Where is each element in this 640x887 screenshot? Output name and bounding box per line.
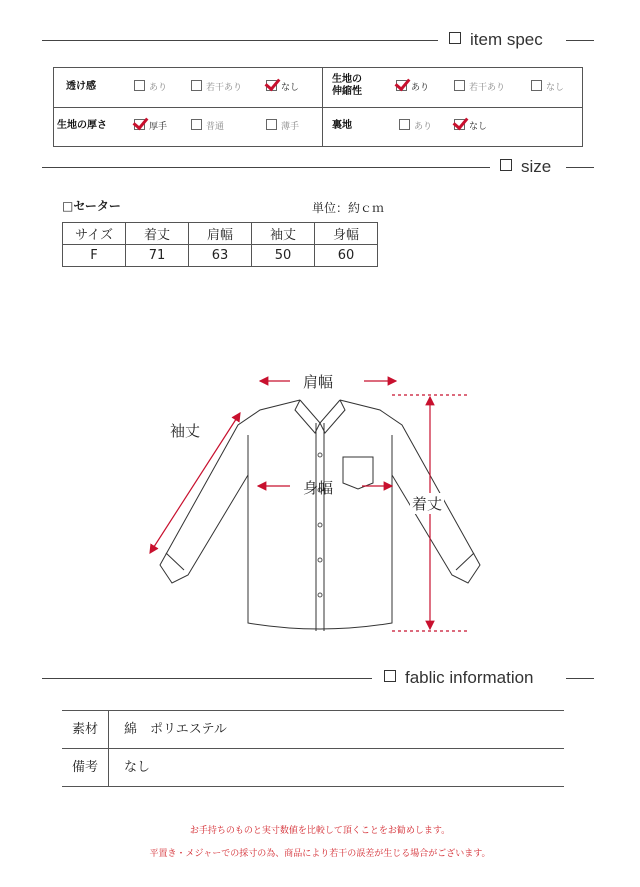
square-icon xyxy=(500,159,512,171)
spec-option: なし xyxy=(531,80,564,94)
fabric-key: 素材 xyxy=(62,711,109,748)
checkbox-icon xyxy=(191,80,202,91)
spec-option: あり xyxy=(134,80,167,94)
square-icon xyxy=(449,32,461,44)
square-icon xyxy=(384,670,396,682)
spec-option: 若干あり xyxy=(191,80,242,94)
table-header-cell: サイズ xyxy=(63,223,126,245)
fabric-value: 綿 ポリエステル xyxy=(124,722,227,737)
spec-row xyxy=(54,107,582,146)
spec-option: なし xyxy=(454,119,487,133)
spec-row xyxy=(54,68,582,108)
table-cell: 60 xyxy=(315,245,378,267)
fabric-key: 備考 xyxy=(62,749,109,786)
section-title: size xyxy=(521,157,552,176)
checkbox-checked-icon xyxy=(266,80,277,91)
section-title: item spec xyxy=(470,30,543,49)
table-header-cell: 袖丈 xyxy=(252,223,315,245)
divider xyxy=(566,678,594,679)
fabric-header xyxy=(0,668,640,688)
table-header-cell: 着丈 xyxy=(126,223,189,245)
table-cell: 71 xyxy=(126,245,189,267)
size-header xyxy=(0,157,640,177)
fabric-value: なし xyxy=(124,760,151,775)
table-cell: 63 xyxy=(189,245,252,267)
spec-option: 厚手 xyxy=(134,119,167,133)
label-length: 着丈 xyxy=(412,495,443,513)
checkbox-icon xyxy=(399,119,410,130)
checkbox-icon xyxy=(191,119,202,130)
divider xyxy=(42,40,438,41)
table-cell: F xyxy=(63,245,126,267)
spec-label-stretch-1: 生地の xyxy=(332,74,362,85)
checkbox-checked-icon xyxy=(396,80,407,91)
checkbox-checked-icon xyxy=(134,119,145,130)
shirt-diagram xyxy=(130,365,490,645)
spec-option: なし xyxy=(266,80,299,94)
size-unit: 単位：約ｃｍ xyxy=(312,201,385,215)
size-table-title: □セーター xyxy=(62,199,121,213)
table-header-cell: 肩幅 xyxy=(189,223,252,245)
checkbox-checked-icon xyxy=(454,119,465,130)
divider xyxy=(42,678,372,679)
item-spec-header xyxy=(0,30,640,50)
spec-option: あり xyxy=(399,119,432,133)
divider xyxy=(566,40,594,41)
size-table xyxy=(62,222,378,267)
note-text: 平置き・メジャーでの採寸の為、商品により若干の誤差が生じる場合がございます。 xyxy=(149,849,491,859)
section-title: fablic information xyxy=(405,668,534,687)
table-row xyxy=(63,245,378,267)
table-row xyxy=(62,710,564,748)
note-text: お手持ちのものと実寸数値を比較して頂くことをお勧めします。 xyxy=(189,826,451,836)
table-header-row xyxy=(63,223,378,245)
divider xyxy=(42,167,490,168)
spec-label-stretch-2: 伸縮性 xyxy=(332,86,362,97)
spec-label-transparency: 透け感 xyxy=(66,81,96,92)
item-spec-table xyxy=(53,67,583,147)
checkbox-icon xyxy=(266,119,277,130)
spec-label-lining: 裏地 xyxy=(332,120,352,131)
label-body-width: 身幅 xyxy=(303,479,334,497)
table-cell: 50 xyxy=(252,245,315,267)
spec-option: あり xyxy=(396,80,429,94)
checkbox-icon xyxy=(531,80,542,91)
divider xyxy=(566,167,594,168)
label-shoulder: 肩幅 xyxy=(303,373,334,391)
label-sleeve: 袖丈 xyxy=(170,422,201,440)
table-row xyxy=(62,748,564,787)
spec-option: 普通 xyxy=(191,119,224,133)
fabric-table xyxy=(62,710,564,787)
spec-label-thickness: 生地の厚さ xyxy=(57,120,107,131)
table-header-cell: 身幅 xyxy=(315,223,378,245)
spec-option: 若干あり xyxy=(454,80,505,94)
checkbox-icon xyxy=(454,80,465,91)
spec-option: 薄手 xyxy=(266,119,299,133)
checkbox-icon xyxy=(134,80,145,91)
